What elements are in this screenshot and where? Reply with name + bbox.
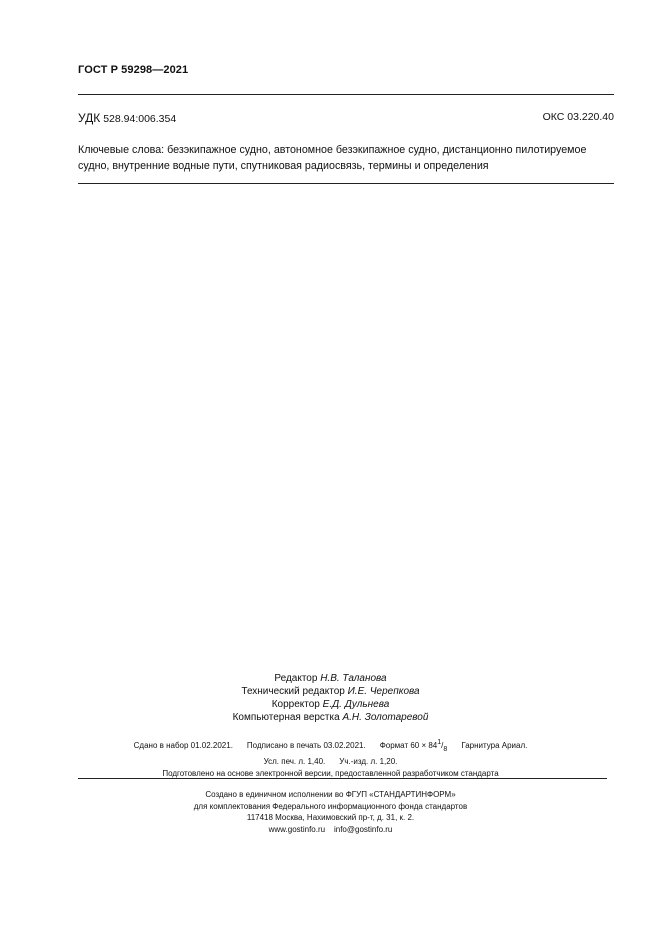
- keywords-line-1: Ключевые слова: безэкипажное судно, автономное безэкипажное судно, дистанционно пилотируемое: [78, 144, 587, 156]
- proofreader-name: Е.Д. Дульнева: [322, 699, 390, 710]
- proofreader-role: Корректор: [271, 699, 320, 710]
- publisher-sheets: Уч.-изд. л. 1,20.: [339, 757, 398, 766]
- publisher-footer: [0, 789, 661, 835]
- printed-sheets: Усл. печ. л. 1,40.: [263, 757, 326, 766]
- footer-contacts: [0, 824, 661, 836]
- layout-role: Компьютерная верстка: [232, 712, 340, 723]
- paper-format: Формат $60 \times 84^1/_8$: [379, 739, 448, 753]
- udk-label: УДК: [78, 111, 101, 125]
- footer-line-2: для комплектования Федерального информационного фонда стандартов: [193, 801, 468, 811]
- submitted-date: Сдано в набор 01.02.2021.: [133, 741, 233, 750]
- footer-line-1: Создано в единичном исполнении во ФГУП «СТАНДАРТИНФОРМ»: [205, 790, 456, 799]
- keywords-divider: [78, 183, 614, 184]
- signed-date: Подписано в печать 03.02.2021.: [246, 741, 366, 750]
- credit-tech-editor: [0, 685, 661, 698]
- print-info-line-1: [0, 737, 661, 756]
- tech-editor-name: И.Е. Черепкова: [347, 686, 420, 697]
- email-link[interactable]: info@gostinfo.ru: [333, 824, 393, 834]
- editor-role: Редактор: [274, 673, 318, 684]
- tech-editor-role: Технический редактор: [241, 686, 345, 697]
- credit-proofreader: [0, 698, 661, 711]
- udk-value: 528.94:006.354: [103, 113, 177, 125]
- oks-code: ОКС 03.220.40: [542, 111, 614, 123]
- standard-designation: ГОСТ Р 59298—2021: [78, 64, 189, 76]
- footer-divider: [78, 778, 607, 779]
- udk-block: [78, 111, 176, 125]
- credit-layout: [0, 711, 661, 724]
- print-info-block: [0, 737, 661, 780]
- keywords-line-2: судно, внутренние водные пути, спутниковая радиосвязь, термины и определения: [78, 160, 489, 172]
- print-info-line-2: [0, 756, 661, 768]
- prepared-note: Подготовлено на основе электронной версии, предоставленной разработчиком стандарта: [162, 769, 499, 778]
- footer-address: 117418 Москва, Нахимовский пр-т, д. 31, к. 2.: [246, 813, 415, 822]
- credit-editor: [0, 672, 661, 685]
- credits-block: [0, 672, 661, 724]
- layout-name: А.Н. Золотаревой: [342, 712, 429, 723]
- typeface: Гарнитура Ариал.: [461, 741, 528, 750]
- top-divider: [78, 94, 614, 95]
- website-link[interactable]: www.gostinfo.ru: [268, 824, 326, 834]
- keywords-block: [78, 142, 618, 174]
- editor-name: Н.В. Таланова: [320, 673, 387, 684]
